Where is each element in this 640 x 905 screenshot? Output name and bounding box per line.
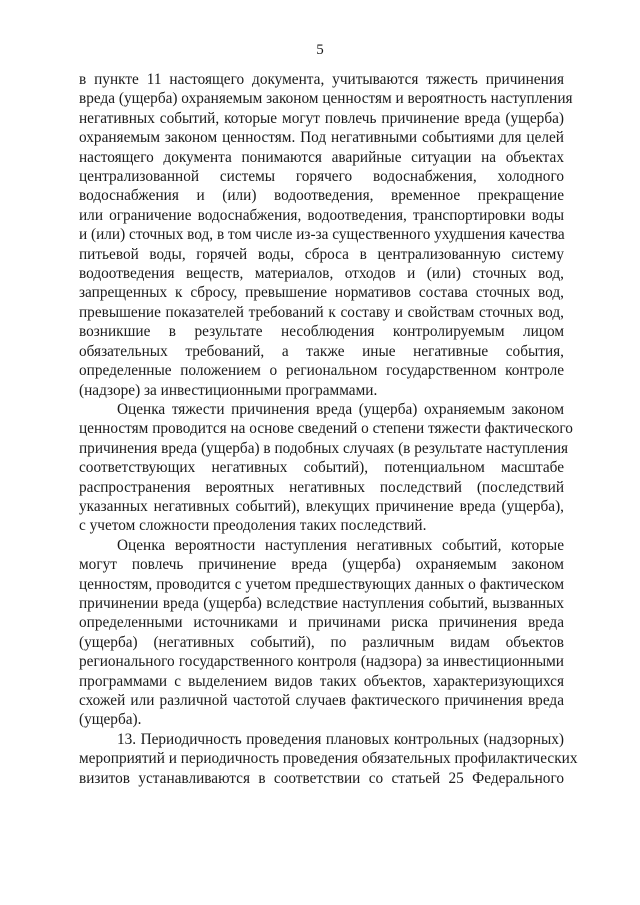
text-line: (ущерба). xyxy=(79,711,142,729)
text-line: вреда (ущерба) охраняемым законом ценностям и вероятность наступления xyxy=(79,90,573,108)
page-number: 5 xyxy=(316,42,324,58)
text-line: с учетом сложности преодоления таких последствий. xyxy=(79,517,427,535)
text-line: возникшие в результате несоблюдения контролируемым лицом xyxy=(79,323,564,341)
text-line: негативных событий, которые могут повлечь причинение вреда (ущерба) xyxy=(79,109,564,127)
text-line: ценностям, проводится с учетом предшествующих данных о фактическом xyxy=(79,575,564,593)
text-line: визитов устанавливаются в соответствии со статьей 25 Федерального xyxy=(79,769,564,787)
text-line: или ограничение водоснабжения, водоотведения, транспортировки воды xyxy=(79,206,564,224)
text-line: настоящего документа понимаются аварийные ситуации на объектах xyxy=(79,148,564,166)
text-line: ценностям проводится на основе сведений о степени тяжести фактического xyxy=(79,420,573,438)
text-line: причинения вреда (ущерба) в подобных случаях (в результате наступления xyxy=(79,439,569,457)
text-line: (ущерба) (негативных событий), по различным видам объектов xyxy=(79,633,564,651)
text-line: запрещенных к сбросу, превышение нормативов состава сточных вод, xyxy=(79,284,564,302)
paragraph xyxy=(79,70,573,400)
text-line: причинении вреда (ущерба) вследствие наступления событий, вызванных xyxy=(79,594,564,612)
text-line: определенные положением о региональном государственном контроле xyxy=(79,362,564,380)
text-line: мероприятий и периодичность проведения обязательных профилактических xyxy=(79,750,578,768)
document-body xyxy=(79,70,578,788)
text-line: могут повлечь причинение вреда (ущерба) охраняемым законом xyxy=(79,556,564,574)
text-line: превышение показателей требований к составу и свойствам сточных вод, xyxy=(79,303,564,321)
text-line: схожей или различной частотой случаев фактического причинения вреда xyxy=(79,692,564,709)
paragraph xyxy=(79,536,564,730)
text-line: распространения вероятных негативных последствий (последствий xyxy=(79,478,564,496)
text-line: указанных негативных событий), влекущих причинение вреда (ущерба), xyxy=(79,497,564,515)
text-line: 13. Периодичность проведения плановых контрольных (надзорных) xyxy=(117,730,564,748)
text-line: определенными источниками и причинами риска причинения вреда xyxy=(79,614,564,632)
text-line: Оценка вероятности наступления негативных событий, которые xyxy=(117,536,564,554)
text-line: водоснабжения и (или) водоотведения, временное прекращение xyxy=(79,187,564,205)
text-line: питьевой воды, горячей воды, сброса в централизованную систему xyxy=(79,245,564,263)
text-line: в пункте 11 настоящего документа, учитываются тяжесть причинения xyxy=(79,71,564,88)
text-line: обязательных требований, а также иные негативные события, xyxy=(79,342,564,360)
text-line: программами с выделением видов таких объектов, характеризующихся xyxy=(79,672,564,690)
text-line: (надзоре) за инвестиционными программами. xyxy=(79,381,378,399)
text-line: охраняемым законом ценностям. Под негативными событиями для целей xyxy=(79,129,564,147)
text-line: централизованной системы горячего водоснабжения, холодного xyxy=(79,168,564,186)
text-line: соответствующих негативных событий), потенциальном масштабе xyxy=(79,459,564,477)
text-line: Оценка тяжести причинения вреда (ущерба) охраняемым законом xyxy=(117,400,564,418)
text-line: и (или) сточных вод, в том числе из-за существенного ухудшения качества xyxy=(79,226,565,244)
paragraph xyxy=(79,400,573,536)
text-line: регионального государственного контроля (надзора) за инвестиционными xyxy=(79,653,564,671)
text-line: водоотведения веществ, материалов, отходов и (или) сточных вод, xyxy=(79,265,564,283)
paragraph xyxy=(79,730,578,788)
